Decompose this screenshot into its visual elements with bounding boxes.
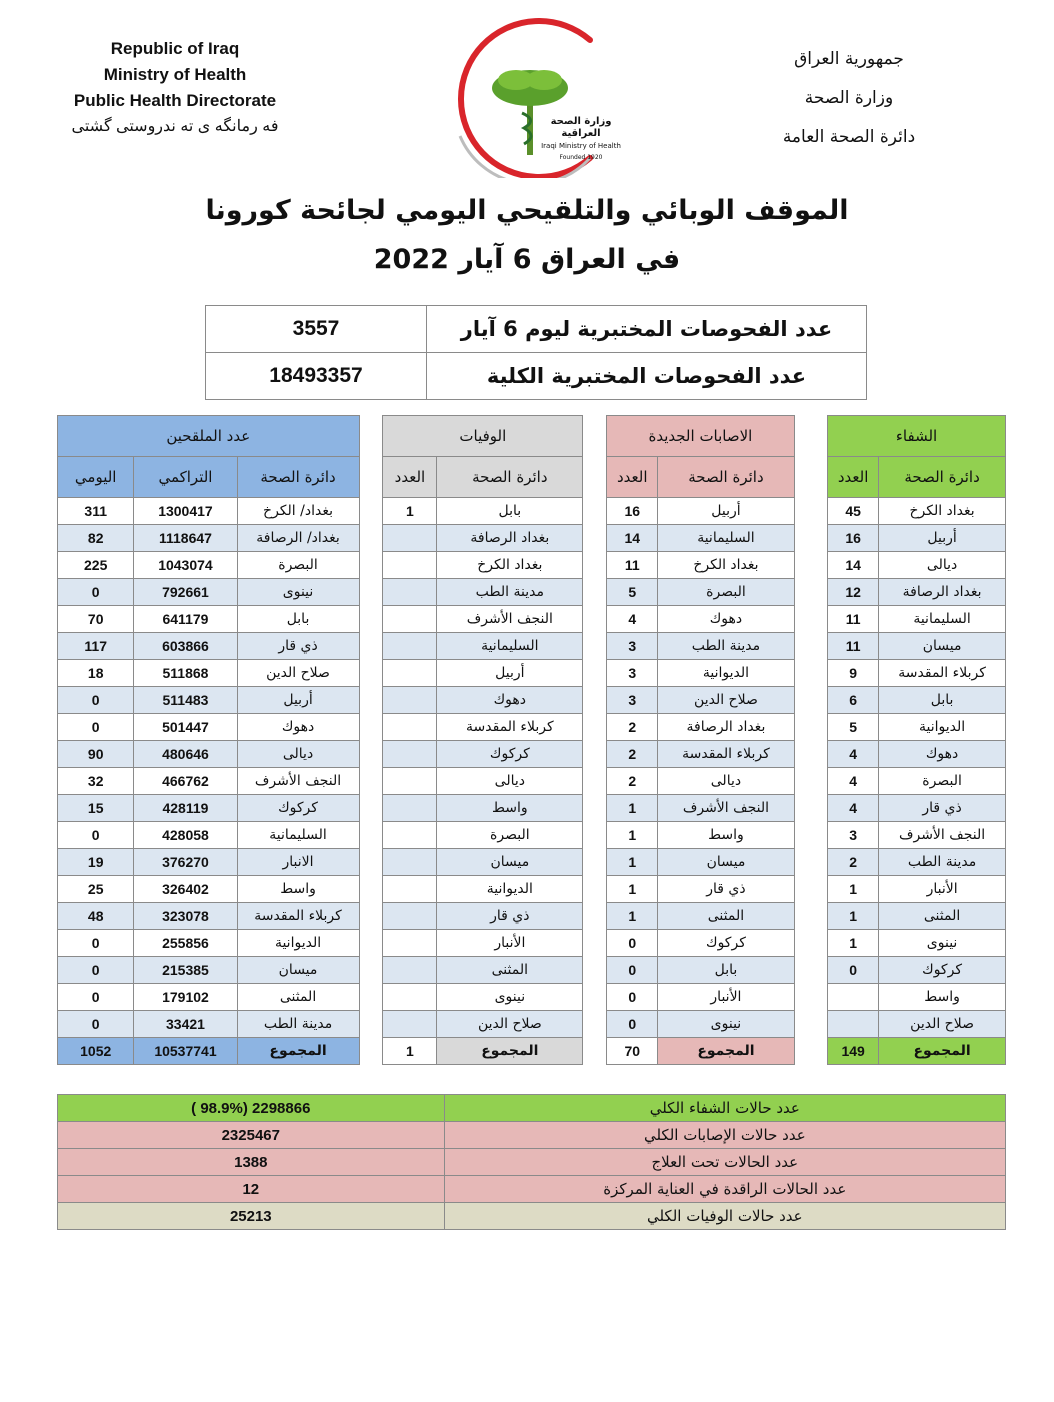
table-row	[58, 606, 1006, 633]
sub-rec-count: العدد	[828, 457, 879, 498]
death-directorate-cell: كركوك	[437, 741, 583, 768]
table-row	[58, 579, 1006, 606]
rec-directorate-cell: واسط	[879, 984, 1006, 1011]
death-directorate-cell: واسط	[437, 795, 583, 822]
vac-cumulative-cell: 792661	[134, 579, 237, 606]
death-count-cell	[383, 714, 437, 741]
sub-vac-directorate: دائرة الصحة	[237, 457, 359, 498]
case-count-cell: 0	[607, 984, 658, 1011]
sub-case-directorate: دائرة الصحة	[658, 457, 794, 498]
rec-directorate-cell: ميسان	[879, 633, 1006, 660]
death-count-cell	[383, 633, 437, 660]
case-count-cell: 4	[607, 606, 658, 633]
case-directorate-cell: بغداد الرصافة	[658, 714, 794, 741]
death-directorate-cell: ميسان	[437, 849, 583, 876]
case-count-cell: 1	[607, 822, 658, 849]
case-directorate-cell: واسط	[658, 822, 794, 849]
rec-count-cell	[828, 1011, 879, 1038]
header-arabic	[739, 40, 959, 157]
logo-founded: Founded 1920	[559, 154, 603, 161]
vac-cumulative-cell: 603866	[134, 633, 237, 660]
total-recovery-label: المجموع	[879, 1038, 1006, 1065]
rec-count-cell: 1	[828, 930, 879, 957]
summary-value: 1388	[58, 1149, 445, 1176]
vac-directorate-cell: بابل	[237, 606, 359, 633]
death-count-cell	[383, 687, 437, 714]
case-directorate-cell: ميسان	[658, 849, 794, 876]
case-count-cell: 0	[607, 930, 658, 957]
header-ar-line2: وزارة الصحة	[804, 88, 894, 108]
death-directorate-cell: كربلاء المقدسة	[437, 714, 583, 741]
death-directorate-cell: النجف الأشرف	[437, 606, 583, 633]
sub-case-count: العدد	[607, 457, 658, 498]
rec-directorate-cell: الأنبار	[879, 876, 1006, 903]
vac-directorate-cell: كربلاء المقدسة	[237, 903, 359, 930]
table-row	[58, 957, 1006, 984]
sub-vac-cumulative: التراكمي	[134, 457, 237, 498]
header-en-line1: Republic of Iraq	[110, 39, 240, 58]
total-cases: 70	[607, 1038, 658, 1065]
page-title-line1: الموقف الوبائي والتلقيحي اليومي لجائحة كورونا	[205, 195, 849, 226]
vac-daily-cell: 19	[58, 849, 134, 876]
case-directorate-cell: بغداد الكرخ	[658, 552, 794, 579]
total-cases-label: المجموع	[658, 1038, 794, 1065]
vac-directorate-cell: ديالى	[237, 741, 359, 768]
death-directorate-cell: بغداد الرصافة	[437, 525, 583, 552]
death-directorate-cell: مدينة الطب	[437, 579, 583, 606]
vac-cumulative-cell: 428119	[134, 795, 237, 822]
header-en-line2: Ministry of Health	[103, 65, 247, 84]
vac-cumulative-cell: 179102	[134, 984, 237, 1011]
vac-cumulative-cell: 255856	[134, 930, 237, 957]
rec-directorate-cell: بابل	[879, 687, 1006, 714]
rec-count-cell: 9	[828, 660, 879, 687]
sub-rec-directorate: دائرة الصحة	[879, 457, 1006, 498]
rec-count-cell: 11	[828, 606, 879, 633]
case-count-cell: 2	[607, 768, 658, 795]
vac-daily-cell: 48	[58, 903, 134, 930]
vac-directorate-cell: نينوى	[237, 579, 359, 606]
vac-cumulative-cell: 466762	[134, 768, 237, 795]
group-vaccinated: عدد الملقحين	[58, 416, 360, 457]
case-count-cell: 11	[607, 552, 658, 579]
death-count-cell	[383, 741, 437, 768]
daily-tests-label: عدد الفحوصات المختبرية ليوم 6 آيار	[427, 306, 867, 353]
death-directorate-cell: بابل	[437, 498, 583, 525]
summary-row	[58, 1176, 1006, 1203]
case-directorate-cell: البصرة	[658, 579, 794, 606]
rec-count-cell: 11	[828, 633, 879, 660]
vac-directorate-cell: ذي قار	[237, 633, 359, 660]
table-row	[58, 822, 1006, 849]
vac-cumulative-cell: 326402	[134, 876, 237, 903]
case-count-cell: 1	[607, 903, 658, 930]
rec-count-cell: 6	[828, 687, 879, 714]
vac-directorate-cell: كركوك	[237, 795, 359, 822]
table-row	[58, 687, 1006, 714]
summary-label: عدد الحالات الراقدة في العناية المركزة	[444, 1176, 1005, 1203]
vac-cumulative-cell: 33421	[134, 1011, 237, 1038]
table-row	[58, 768, 1006, 795]
death-count-cell	[383, 930, 437, 957]
death-count-cell	[383, 579, 437, 606]
death-count-cell	[383, 525, 437, 552]
group-recovery: الشفاء	[828, 416, 1006, 457]
rec-directorate-cell: الديوانية	[879, 714, 1006, 741]
summary-row	[58, 1122, 1006, 1149]
vac-daily-cell: 18	[58, 660, 134, 687]
daily-stats-table	[57, 415, 1006, 1065]
death-directorate-cell: الأنبار	[437, 930, 583, 957]
summary-label: عدد حالات الوفيات الكلي	[444, 1203, 1005, 1230]
death-directorate-cell: ديالى	[437, 768, 583, 795]
total-recovery: 149	[828, 1038, 879, 1065]
vac-cumulative-cell: 215385	[134, 957, 237, 984]
death-count-cell	[383, 903, 437, 930]
table-row	[58, 984, 1006, 1011]
vac-cumulative-cell: 428058	[134, 822, 237, 849]
total-vac-label: المجموع	[237, 1038, 359, 1065]
death-count-cell	[383, 876, 437, 903]
rec-count-cell: 1	[828, 903, 879, 930]
table-row	[58, 552, 1006, 579]
death-directorate-cell: بغداد الكرخ	[437, 552, 583, 579]
rec-directorate-cell: بغداد الرصافة	[879, 579, 1006, 606]
vac-cumulative-cell: 1300417	[134, 498, 237, 525]
ministry-logo	[440, 18, 620, 178]
rec-count-cell: 45	[828, 498, 879, 525]
rec-directorate-cell: كركوك	[879, 957, 1006, 984]
vac-daily-cell: 225	[58, 552, 134, 579]
death-count-cell	[383, 552, 437, 579]
summary-row	[58, 1149, 1006, 1176]
rec-count-cell: 12	[828, 579, 879, 606]
case-count-cell: 1	[607, 795, 658, 822]
summary-row	[58, 1095, 1006, 1122]
death-directorate-cell: المثنى	[437, 957, 583, 984]
rec-directorate-cell: دهوك	[879, 741, 1006, 768]
vac-cumulative-cell: 1043074	[134, 552, 237, 579]
rec-count-cell: 16	[828, 525, 879, 552]
rec-count-cell: 2	[828, 849, 879, 876]
summary-table	[57, 1094, 1006, 1230]
vac-directorate-cell: واسط	[237, 876, 359, 903]
header-en-line3: Public Health Directorate	[73, 91, 277, 110]
page-title-line2: في العراق 6 آيار 2022	[373, 244, 681, 275]
rec-directorate-cell: كربلاء المقدسة	[879, 660, 1006, 687]
vac-directorate-cell: المثنى	[237, 984, 359, 1011]
rec-directorate-cell: صلاح الدين	[879, 1011, 1006, 1038]
table-row	[58, 795, 1006, 822]
rec-count-cell: 4	[828, 741, 879, 768]
case-count-cell: 3	[607, 633, 658, 660]
case-count-cell: 5	[607, 579, 658, 606]
summary-value: 25213	[58, 1203, 445, 1230]
header-english	[40, 36, 310, 140]
case-count-cell: 2	[607, 714, 658, 741]
total-tests-label: عدد الفحوصات المختبرية الكلية	[427, 353, 867, 400]
vac-cumulative-cell: 511483	[134, 687, 237, 714]
death-count-cell: 1	[383, 498, 437, 525]
case-directorate-cell: الأنبار	[658, 984, 794, 1011]
vac-daily-cell: 25	[58, 876, 134, 903]
summary-label: عدد حالات الشفاء الكلي	[444, 1095, 1005, 1122]
death-count-cell	[383, 984, 437, 1011]
case-directorate-cell: كركوك	[658, 930, 794, 957]
group-new-cases: الاصابات الجديدة	[607, 416, 794, 457]
vac-daily-cell: 0	[58, 687, 134, 714]
rec-directorate-cell: ديالى	[879, 552, 1006, 579]
total-deaths-label: المجموع	[437, 1038, 583, 1065]
table-row	[58, 741, 1006, 768]
rec-directorate-cell: البصرة	[879, 768, 1006, 795]
vac-directorate-cell: الانبار	[237, 849, 359, 876]
rec-directorate-cell: ذي قار	[879, 795, 1006, 822]
case-count-cell: 3	[607, 687, 658, 714]
death-directorate-cell: صلاح الدين	[437, 1011, 583, 1038]
total-tests-value: 18493357	[206, 353, 427, 400]
vac-daily-cell: 311	[58, 498, 134, 525]
table-row	[58, 525, 1006, 552]
total-vac-daily: 1052	[58, 1038, 134, 1065]
vac-directorate-cell: الديوانية	[237, 930, 359, 957]
vac-daily-cell: 70	[58, 606, 134, 633]
rec-count-cell: 5	[828, 714, 879, 741]
sub-death-count: العدد	[383, 457, 437, 498]
case-directorate-cell: نينوى	[658, 1011, 794, 1038]
case-directorate-cell: مدينة الطب	[658, 633, 794, 660]
header-kurdish-line: فه رمانگه ی ته ندروستی گشتی	[71, 118, 279, 135]
vac-directorate-cell: دهوك	[237, 714, 359, 741]
case-count-cell: 1	[607, 849, 658, 876]
case-directorate-cell: دهوك	[658, 606, 794, 633]
rec-directorate-cell: المثنى	[879, 903, 1006, 930]
rec-count-cell	[828, 984, 879, 1011]
table-row	[58, 903, 1006, 930]
vac-cumulative-cell: 376270	[134, 849, 237, 876]
case-count-cell: 0	[607, 957, 658, 984]
death-directorate-cell: الديوانية	[437, 876, 583, 903]
death-count-cell	[383, 795, 437, 822]
rec-count-cell: 14	[828, 552, 879, 579]
summary-row	[58, 1203, 1006, 1230]
case-count-cell: 1	[607, 876, 658, 903]
logo-text-en: Iraqi Ministry of Health	[541, 142, 621, 150]
rec-directorate-cell: النجف الأشرف	[879, 822, 1006, 849]
table-row	[58, 660, 1006, 687]
summary-value: ( 98.9%) 2298866	[58, 1095, 445, 1122]
rec-directorate-cell: بغداد الكرخ	[879, 498, 1006, 525]
vac-daily-cell: 0	[58, 957, 134, 984]
summary-value: 12	[58, 1176, 445, 1203]
death-count-cell	[383, 849, 437, 876]
case-count-cell: 16	[607, 498, 658, 525]
vac-daily-cell: 0	[58, 984, 134, 1011]
death-count-cell	[383, 606, 437, 633]
table-row	[58, 1011, 1006, 1038]
vac-directorate-cell: السليمانية	[237, 822, 359, 849]
case-count-cell: 0	[607, 1011, 658, 1038]
vac-cumulative-cell: 501447	[134, 714, 237, 741]
case-count-cell: 14	[607, 525, 658, 552]
daily-tests-value: 3557	[206, 306, 427, 353]
case-count-cell: 3	[607, 660, 658, 687]
vac-cumulative-cell: 511868	[134, 660, 237, 687]
vac-daily-cell: 0	[58, 1011, 134, 1038]
death-directorate-cell: دهوك	[437, 687, 583, 714]
vac-cumulative-cell: 323078	[134, 903, 237, 930]
vac-directorate-cell: البصرة	[237, 552, 359, 579]
rec-directorate-cell: نينوى	[879, 930, 1006, 957]
vac-cumulative-cell: 480646	[134, 741, 237, 768]
header-ar-line1: جمهورية العراق	[794, 49, 904, 69]
death-directorate-cell: أربيل	[437, 660, 583, 687]
death-count-cell	[383, 1011, 437, 1038]
vac-directorate-cell: أربيل	[237, 687, 359, 714]
vac-daily-cell: 117	[58, 633, 134, 660]
rec-directorate-cell: مدينة الطب	[879, 849, 1006, 876]
case-directorate-cell: الديوانية	[658, 660, 794, 687]
sub-death-directorate: دائرة الصحة	[437, 457, 583, 498]
death-directorate-cell: السليمانية	[437, 633, 583, 660]
lab-tests-table	[205, 305, 867, 400]
total-deaths: 1	[383, 1038, 437, 1065]
vac-daily-cell: 0	[58, 930, 134, 957]
table-row	[58, 876, 1006, 903]
rec-count-cell: 1	[828, 876, 879, 903]
table-row	[58, 849, 1006, 876]
death-count-cell	[383, 768, 437, 795]
group-deaths: الوفيات	[383, 416, 583, 457]
case-directorate-cell: ديالى	[658, 768, 794, 795]
case-directorate-cell: ذي قار	[658, 876, 794, 903]
vac-directorate-cell: صلاح الدين	[237, 660, 359, 687]
rec-directorate-cell: السليمانية	[879, 606, 1006, 633]
table-row	[58, 498, 1006, 525]
vac-cumulative-cell: 1118647	[134, 525, 237, 552]
table-row	[58, 633, 1006, 660]
death-directorate-cell: ذي قار	[437, 903, 583, 930]
sub-vac-daily: اليومي	[58, 457, 134, 498]
table-row	[58, 714, 1006, 741]
death-count-cell	[383, 957, 437, 984]
summary-label: عدد الحالات تحت العلاج	[444, 1149, 1005, 1176]
vac-directorate-cell: النجف الأشرف	[237, 768, 359, 795]
vac-daily-cell: 32	[58, 768, 134, 795]
rec-count-cell: 0	[828, 957, 879, 984]
case-directorate-cell: النجف الأشرف	[658, 795, 794, 822]
case-count-cell: 2	[607, 741, 658, 768]
table-row	[58, 930, 1006, 957]
death-directorate-cell: البصرة	[437, 822, 583, 849]
case-directorate-cell: أربيل	[658, 498, 794, 525]
vac-directorate-cell: بغداد/ الرصافة	[237, 525, 359, 552]
death-directorate-cell: نينوى	[437, 984, 583, 1011]
total-vac-cumulative: 10537741	[134, 1038, 237, 1065]
vac-daily-cell: 90	[58, 741, 134, 768]
rec-count-cell: 4	[828, 768, 879, 795]
summary-value: 2325467	[58, 1122, 445, 1149]
vac-daily-cell: 15	[58, 795, 134, 822]
case-directorate-cell: كربلاء المقدسة	[658, 741, 794, 768]
case-directorate-cell: بابل	[658, 957, 794, 984]
death-count-cell	[383, 660, 437, 687]
vac-daily-cell: 0	[58, 579, 134, 606]
vac-directorate-cell: بغداد/ الكرخ	[237, 498, 359, 525]
rec-count-cell: 4	[828, 795, 879, 822]
vac-daily-cell: 0	[58, 714, 134, 741]
summary-label: عدد حالات الإصابات الكلي	[444, 1122, 1005, 1149]
header-ar-line3: دائرة الصحة العامة	[782, 127, 916, 147]
case-directorate-cell: السليمانية	[658, 525, 794, 552]
vac-directorate-cell: مدينة الطب	[237, 1011, 359, 1038]
death-count-cell	[383, 822, 437, 849]
vac-daily-cell: 82	[58, 525, 134, 552]
logo-text-ar: وزارة الصحة العراقية	[550, 116, 612, 139]
case-directorate-cell: المثنى	[658, 903, 794, 930]
vac-directorate-cell: ميسان	[237, 957, 359, 984]
vac-cumulative-cell: 641179	[134, 606, 237, 633]
vac-daily-cell: 0	[58, 822, 134, 849]
case-directorate-cell: صلاح الدين	[658, 687, 794, 714]
rec-count-cell: 3	[828, 822, 879, 849]
rec-directorate-cell: أربيل	[879, 525, 1006, 552]
